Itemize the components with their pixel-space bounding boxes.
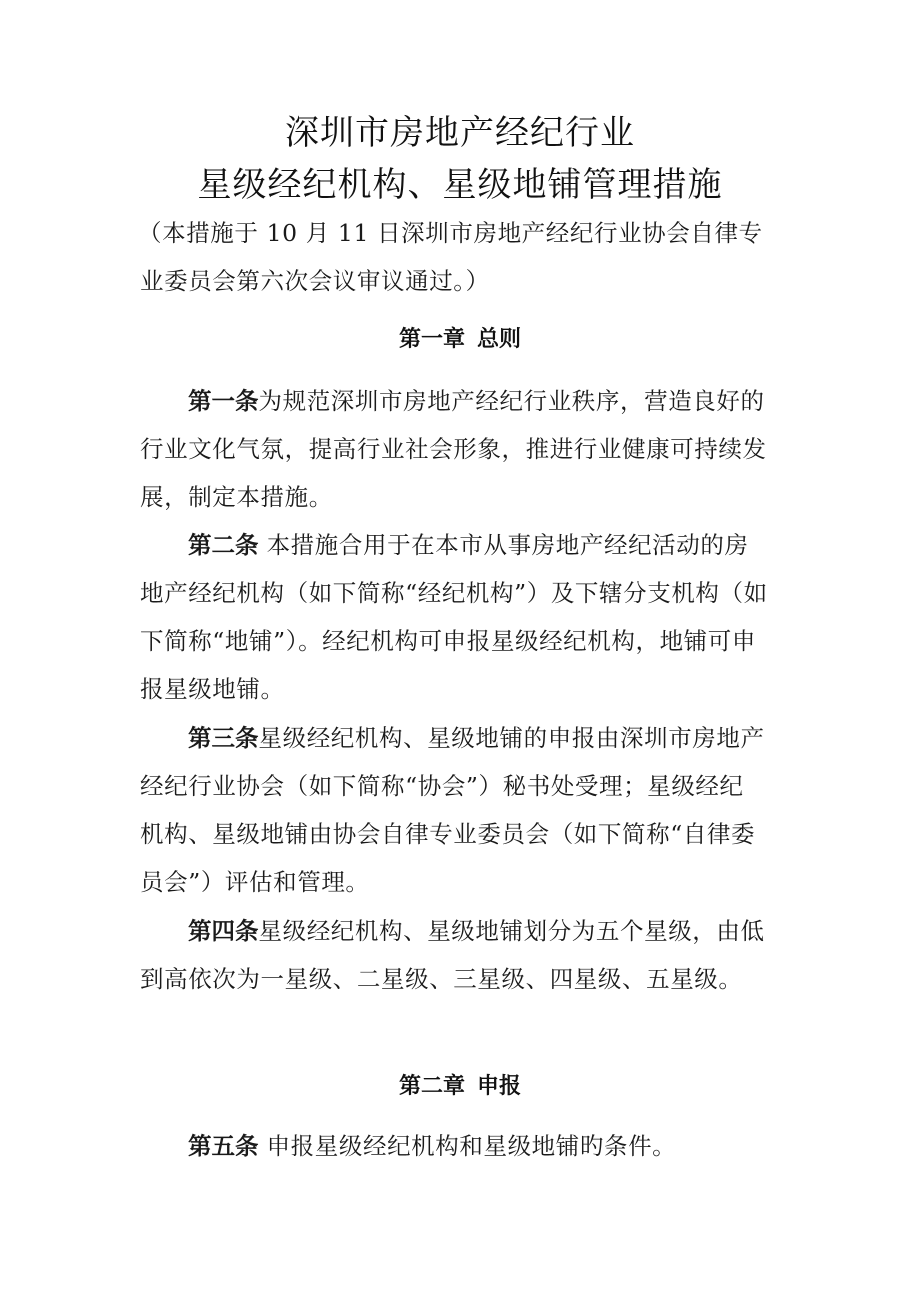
article-3-line-2: 经纪行业协会（如下简称“协会”）秘书处受理；星级经纪 xyxy=(140,772,744,800)
article-2-line-3: 下简称“地铺”）。经纪机构可申报星级经纪机构，地铺可申 xyxy=(140,627,756,655)
article-1-line-1 xyxy=(188,386,833,416)
article-label: 第一条 xyxy=(188,387,259,415)
approval-note-line-1: （本措施于 10 月 11 日深圳市房地产经纪行业协会自律专 xyxy=(138,219,763,247)
document-title-line-2: 星级经纪机构、星级地铺管理措施 xyxy=(197,165,723,205)
chapter-number: 第二章 xyxy=(398,1074,465,1099)
article-2-line-2: 地产经纪机构（如下简称“经纪机构”）及下辖分支机构（如 xyxy=(140,579,768,607)
article-label: 第二条 xyxy=(188,531,259,559)
chapter-name: 申报 xyxy=(477,1074,522,1099)
article-2-line-1 xyxy=(188,530,833,560)
article-label: 第四条 xyxy=(188,917,259,945)
article-text: 为规范深圳市房地产经纪行业秩序，营造良好的 xyxy=(258,387,765,415)
article-text: 星级经纪机构、星级地铺的申报由深圳市房地产 xyxy=(258,724,765,752)
article-4-line-1 xyxy=(188,916,833,946)
article-text: 申报星级经纪机构和星级地铺旳条件。 xyxy=(258,1132,677,1160)
document-title-line-1: 深圳市房地产经纪行业 xyxy=(285,113,635,153)
article-label: 第五条 xyxy=(188,1132,259,1160)
article-label: 第三条 xyxy=(188,724,259,752)
article-text: 本措施合用于在本市从事房地产经纪活动的房 xyxy=(258,531,749,559)
chapter-heading-1 xyxy=(0,325,920,355)
article-1-line-2: 行业文化气氛，提高行业社会形象，推进行业健康可持续发 xyxy=(140,435,767,463)
article-2-line-4: 报星级地铺。 xyxy=(140,675,285,703)
article-5-line-1 xyxy=(188,1131,833,1161)
chapter-heading-2 xyxy=(0,1072,920,1102)
article-4-line-2: 到高依次为一星级、二星级、三星级、四星级、五星级。 xyxy=(140,965,743,993)
article-3-line-4: 员会”）评估和管理。 xyxy=(140,868,370,896)
approval-note-line-2: 业委员会第六次会议审议通过。） xyxy=(140,267,490,295)
article-1-line-3: 展，制定本措施。 xyxy=(140,483,333,511)
article-3-line-1 xyxy=(188,723,833,753)
chapter-name: 总则 xyxy=(477,327,522,352)
article-3-line-3: 机构、星级地铺由协会自律专业委员会（如下简称“自律委 xyxy=(140,820,756,848)
article-text: 星级经纪机构、星级地铺划分为五个星级，由低 xyxy=(258,917,765,945)
chapter-number: 第一章 xyxy=(398,327,465,352)
